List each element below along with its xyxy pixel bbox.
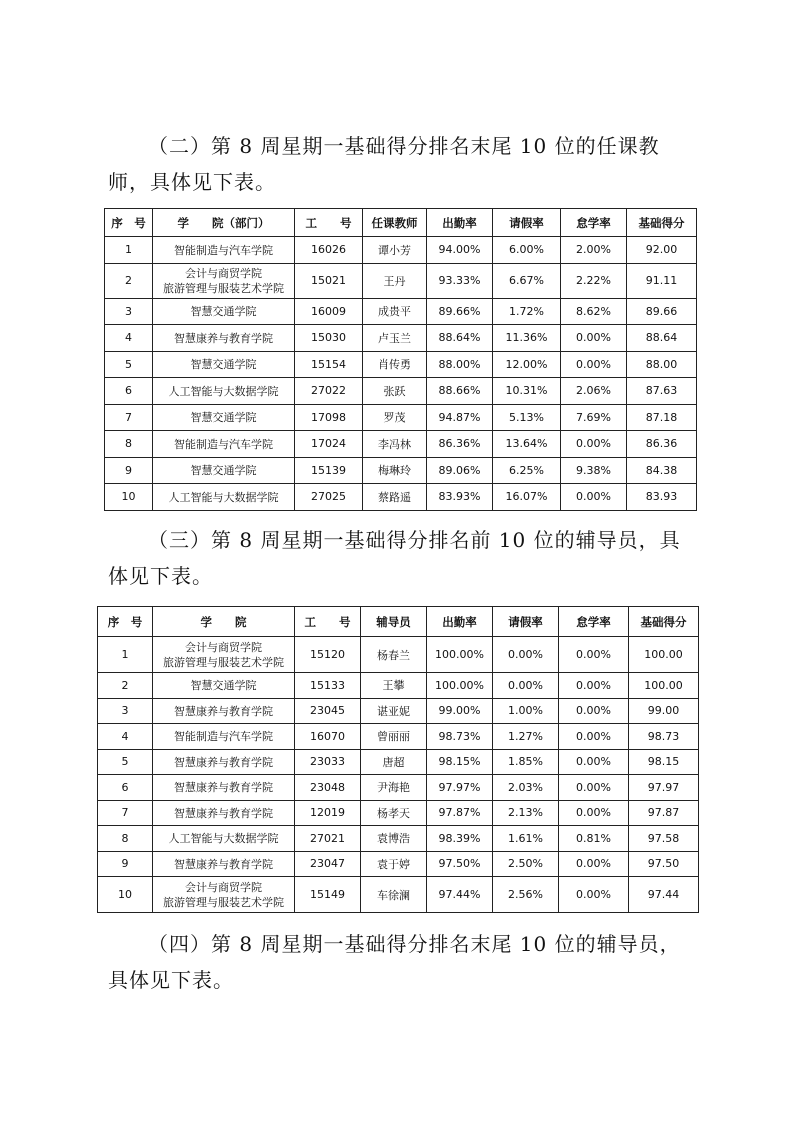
- truancy-rate-cell: 8.62%: [561, 298, 627, 325]
- base-score-cell: 84.38: [627, 457, 697, 484]
- college-cell: [153, 698, 295, 724]
- truancy-rate-cell: 7.69%: [561, 404, 627, 431]
- col-truancy-header: 怠学率: [559, 607, 629, 637]
- leave-rate-cell: 10.31%: [493, 378, 561, 405]
- attendance-rate-cell: 97.50%: [427, 851, 493, 877]
- table-row: [105, 431, 697, 458]
- attendance-rate-cell: 98.15%: [427, 749, 493, 775]
- college-name-line: 智慧交通学院: [190, 679, 257, 693]
- row-number: 10: [105, 484, 153, 511]
- truancy-rate-cell: 0.00%: [561, 325, 627, 352]
- attendance-rate-cell: 97.97%: [427, 775, 493, 801]
- person-name-cell: 袁博浩: [361, 826, 427, 852]
- college-cell: [153, 484, 295, 511]
- col-attendance-header: 出勤率: [427, 209, 493, 237]
- counselor-top10-table: [97, 606, 699, 913]
- staff-id-cell: 15133: [295, 673, 361, 699]
- row-number: 4: [98, 724, 153, 750]
- base-score-cell: 92.00: [627, 237, 697, 264]
- leave-rate-cell: 11.36%: [493, 325, 561, 352]
- leave-rate-cell: 6.00%: [493, 237, 561, 264]
- row-number: 1: [98, 637, 153, 673]
- col-leave-header: 请假率: [493, 209, 561, 237]
- leave-rate-cell: 13.64%: [493, 431, 561, 458]
- college-name-line: 会计与商贸学院: [185, 266, 262, 280]
- row-number: 5: [105, 351, 153, 378]
- staff-id-cell: 23033: [295, 749, 361, 775]
- college-name-line: 会计与商贸学院: [185, 880, 262, 894]
- college-name-line: 智慧交通学院: [190, 358, 257, 372]
- college-name-line: 智慧交通学院: [190, 464, 257, 478]
- base-score-cell: 97.44: [629, 877, 699, 913]
- college-name-line: 智慧康养与教育学院: [174, 755, 273, 769]
- college-cell: [153, 637, 295, 673]
- leave-rate-cell: 5.13%: [493, 404, 561, 431]
- leave-rate-cell: 2.03%: [493, 775, 559, 801]
- college-name-line: 智能制造与汽车学院: [174, 730, 273, 744]
- staff-id-cell: 17098: [295, 404, 363, 431]
- person-name-cell: 王攀: [361, 673, 427, 699]
- base-score-cell: 86.36: [627, 431, 697, 458]
- staff-id-cell: 16026: [295, 237, 363, 264]
- col-name-header: 任课教师: [363, 209, 427, 237]
- table-row: [98, 698, 699, 724]
- college-cell: [153, 237, 295, 264]
- leave-rate-cell: 6.25%: [493, 457, 561, 484]
- college-cell: [153, 800, 295, 826]
- staff-id-cell: 17024: [295, 431, 363, 458]
- table-row: [105, 351, 697, 378]
- person-name-cell: 曾丽丽: [361, 724, 427, 750]
- college-cell: [153, 775, 295, 801]
- base-score-cell: 100.00: [629, 673, 699, 699]
- row-number: 9: [98, 851, 153, 877]
- attendance-rate-cell: 99.00%: [427, 698, 493, 724]
- staff-id-cell: 27025: [295, 484, 363, 511]
- person-name-cell: 袁于婷: [361, 851, 427, 877]
- base-score-cell: 91.11: [627, 263, 697, 298]
- table-row: [105, 378, 697, 405]
- table-header-row: [105, 209, 697, 237]
- person-name-cell: 卢玉兰: [363, 325, 427, 352]
- attendance-rate-cell: 94.00%: [427, 237, 493, 264]
- leave-rate-cell: 1.61%: [493, 826, 559, 852]
- table-row: [98, 673, 699, 699]
- attendance-rate-cell: 89.06%: [427, 457, 493, 484]
- row-number: 8: [98, 826, 153, 852]
- table-header-row: [98, 607, 699, 637]
- truancy-rate-cell: 0.00%: [559, 775, 629, 801]
- college-name-line: 智慧康养与教育学院: [174, 806, 273, 820]
- college-cell: [153, 673, 295, 699]
- college-cell: [153, 351, 295, 378]
- base-score-cell: 97.97: [629, 775, 699, 801]
- college-name-line: 智慧交通学院: [190, 305, 257, 319]
- base-score-cell: 99.00: [629, 698, 699, 724]
- college-cell: [153, 404, 295, 431]
- leave-rate-cell: 12.00%: [493, 351, 561, 378]
- person-name-cell: 张跃: [363, 378, 427, 405]
- base-score-cell: 89.66: [627, 298, 697, 325]
- staff-id-cell: 15139: [295, 457, 363, 484]
- section-3-heading: （三）第 8 周星期一基础得分排名前 10 位的辅导员，具体见下表。: [108, 528, 681, 588]
- base-score-cell: 97.58: [629, 826, 699, 852]
- truancy-rate-cell: 0.00%: [561, 484, 627, 511]
- college-name-line: 智慧康养与教育学院: [174, 857, 273, 871]
- person-name-cell: 梅琳玲: [363, 457, 427, 484]
- college-cell: [153, 724, 295, 750]
- base-score-cell: 97.50: [629, 851, 699, 877]
- attendance-rate-cell: 97.87%: [427, 800, 493, 826]
- truancy-rate-cell: 0.00%: [559, 673, 629, 699]
- staff-id-cell: 27021: [295, 826, 361, 852]
- leave-rate-cell: 6.67%: [493, 263, 561, 298]
- teacher-bottom10-table: [104, 208, 697, 511]
- leave-rate-cell: 1.72%: [493, 298, 561, 325]
- college-cell: [153, 431, 295, 458]
- row-number: 3: [98, 698, 153, 724]
- base-score-cell: 87.63: [627, 378, 697, 405]
- truancy-rate-cell: 0.81%: [559, 826, 629, 852]
- attendance-rate-cell: 94.87%: [427, 404, 493, 431]
- attendance-rate-cell: 100.00%: [427, 637, 493, 673]
- college-name-line: 智能制造与汽车学院: [174, 437, 273, 451]
- base-score-cell: 98.73: [629, 724, 699, 750]
- truancy-rate-cell: 0.00%: [559, 724, 629, 750]
- leave-rate-cell: 1.27%: [493, 724, 559, 750]
- table-row: [98, 724, 699, 750]
- table-row: [105, 457, 697, 484]
- table-row: [105, 325, 697, 352]
- row-number: 5: [98, 749, 153, 775]
- attendance-rate-cell: 98.73%: [427, 724, 493, 750]
- college-cell: [153, 298, 295, 325]
- college-name-line: 人工智能与大数据学院: [168, 384, 279, 398]
- row-number: 9: [105, 457, 153, 484]
- row-number: 10: [98, 877, 153, 913]
- col-attendance-header: 出勤率: [427, 607, 493, 637]
- leave-rate-cell: 1.00%: [493, 698, 559, 724]
- college-cell: [153, 749, 295, 775]
- table-row: [98, 775, 699, 801]
- leave-rate-cell: 1.85%: [493, 749, 559, 775]
- truancy-rate-cell: 0.00%: [559, 749, 629, 775]
- person-name-cell: 李冯林: [363, 431, 427, 458]
- section-4-heading: （四）第 8 周星期一基础得分排名末尾 10 位的辅导员，具体见下表。: [108, 932, 681, 992]
- person-name-cell: 唐超: [361, 749, 427, 775]
- base-score-cell: 98.15: [629, 749, 699, 775]
- table-row: [105, 263, 697, 298]
- row-number: 3: [105, 298, 153, 325]
- person-name-cell: 王丹: [363, 263, 427, 298]
- college-name-line: 会计与商贸学院: [185, 640, 262, 654]
- truancy-rate-cell: 0.00%: [561, 431, 627, 458]
- attendance-rate-cell: 93.33%: [427, 263, 493, 298]
- college-cell: [153, 826, 295, 852]
- col-name-header: 辅导员: [361, 607, 427, 637]
- row-number: 6: [98, 775, 153, 801]
- truancy-rate-cell: 0.00%: [559, 698, 629, 724]
- attendance-rate-cell: 88.64%: [427, 325, 493, 352]
- col-score-header: 基础得分: [629, 607, 699, 637]
- table-row: [105, 237, 697, 264]
- college-cell: [153, 325, 295, 352]
- truancy-rate-cell: 0.00%: [561, 351, 627, 378]
- person-name-cell: 肖传勇: [363, 351, 427, 378]
- person-name-cell: 成贵平: [363, 298, 427, 325]
- staff-id-cell: 12019: [295, 800, 361, 826]
- person-name-cell: 车徐澜: [361, 877, 427, 913]
- table-row: [98, 851, 699, 877]
- attendance-rate-cell: 98.39%: [427, 826, 493, 852]
- staff-id-cell: 23048: [295, 775, 361, 801]
- staff-id-cell: 23045: [295, 698, 361, 724]
- row-number: 7: [98, 800, 153, 826]
- attendance-rate-cell: 88.00%: [427, 351, 493, 378]
- college-name-line: 人工智能与大数据学院: [168, 832, 279, 846]
- college-name-line: 人工智能与大数据学院: [168, 490, 279, 504]
- attendance-rate-cell: 100.00%: [427, 673, 493, 699]
- college-cell: [153, 457, 295, 484]
- base-score-cell: 87.18: [627, 404, 697, 431]
- base-score-cell: 100.00: [629, 637, 699, 673]
- leave-rate-cell: 0.00%: [493, 673, 559, 699]
- row-number: 8: [105, 431, 153, 458]
- col-college-header: 学 院: [153, 607, 295, 637]
- col-score-header: 基础得分: [627, 209, 697, 237]
- leave-rate-cell: 0.00%: [493, 637, 559, 673]
- staff-id-cell: 15030: [295, 325, 363, 352]
- attendance-rate-cell: 86.36%: [427, 431, 493, 458]
- row-number: 2: [105, 263, 153, 298]
- leave-rate-cell: 2.13%: [493, 800, 559, 826]
- person-name-cell: 尹海艳: [361, 775, 427, 801]
- staff-id-cell: 16070: [295, 724, 361, 750]
- table-row: [98, 826, 699, 852]
- attendance-rate-cell: 97.44%: [427, 877, 493, 913]
- attendance-rate-cell: 89.66%: [427, 298, 493, 325]
- attendance-rate-cell: 88.66%: [427, 378, 493, 405]
- table-row: [98, 877, 699, 913]
- college-cell: [153, 263, 295, 298]
- col-leave-header: 请假率: [493, 607, 559, 637]
- col-id-header: 工 号: [295, 209, 363, 237]
- college-name-line: 旅游管理与服装艺术学院: [163, 655, 284, 669]
- person-name-cell: 蔡路遥: [363, 484, 427, 511]
- leave-rate-cell: 2.50%: [493, 851, 559, 877]
- truancy-rate-cell: 2.22%: [561, 263, 627, 298]
- table-row: [98, 749, 699, 775]
- row-number: 6: [105, 378, 153, 405]
- table-row: [105, 404, 697, 431]
- college-cell: [153, 851, 295, 877]
- staff-id-cell: 16009: [295, 298, 363, 325]
- college-cell: [153, 378, 295, 405]
- row-number: 4: [105, 325, 153, 352]
- leave-rate-cell: 2.56%: [493, 877, 559, 913]
- attendance-rate-cell: 83.93%: [427, 484, 493, 511]
- truancy-rate-cell: 0.00%: [559, 851, 629, 877]
- person-name-cell: 杨春兰: [361, 637, 427, 673]
- college-name-line: 智慧康养与教育学院: [174, 331, 273, 345]
- table-row: [105, 298, 697, 325]
- college-name-line: 旅游管理与服装艺术学院: [163, 281, 284, 295]
- staff-id-cell: 15021: [295, 263, 363, 298]
- table-row: [98, 800, 699, 826]
- college-name-line: 智慧康养与教育学院: [174, 704, 273, 718]
- row-number: 1: [105, 237, 153, 264]
- college-name-line: 智慧康养与教育学院: [174, 781, 273, 795]
- col-no-header: 序 号: [98, 607, 153, 637]
- section-2-heading: （二）第 8 周星期一基础得分排名末尾 10 位的任课教师，具体见下表。: [108, 134, 660, 194]
- base-score-cell: 97.87: [629, 800, 699, 826]
- row-number: 7: [105, 404, 153, 431]
- truancy-rate-cell: 2.00%: [561, 237, 627, 264]
- truancy-rate-cell: 2.06%: [561, 378, 627, 405]
- person-name-cell: 杨孝天: [361, 800, 427, 826]
- college-cell: [153, 877, 295, 913]
- staff-id-cell: 15120: [295, 637, 361, 673]
- person-name-cell: 罗茂: [363, 404, 427, 431]
- truancy-rate-cell: 9.38%: [561, 457, 627, 484]
- college-name-line: 旅游管理与服装艺术学院: [163, 895, 284, 909]
- staff-id-cell: 27022: [295, 378, 363, 405]
- base-score-cell: 83.93: [627, 484, 697, 511]
- staff-id-cell: 15154: [295, 351, 363, 378]
- staff-id-cell: 15149: [295, 877, 361, 913]
- college-name-line: 智慧交通学院: [190, 411, 257, 425]
- base-score-cell: 88.00: [627, 351, 697, 378]
- person-name-cell: 谌亚妮: [361, 698, 427, 724]
- truancy-rate-cell: 0.00%: [559, 800, 629, 826]
- leave-rate-cell: 16.07%: [493, 484, 561, 511]
- base-score-cell: 88.64: [627, 325, 697, 352]
- col-truancy-header: 怠学率: [561, 209, 627, 237]
- college-name-line: 智能制造与汽车学院: [174, 243, 273, 257]
- col-college-header: 学 院（部门）: [153, 209, 295, 237]
- truancy-rate-cell: 0.00%: [559, 877, 629, 913]
- staff-id-cell: 23047: [295, 851, 361, 877]
- truancy-rate-cell: 0.00%: [559, 637, 629, 673]
- table-row: [105, 484, 697, 511]
- col-no-header: 序 号: [105, 209, 153, 237]
- row-number: 2: [98, 673, 153, 699]
- table-row: [98, 637, 699, 673]
- person-name-cell: 谭小芳: [363, 237, 427, 264]
- col-id-header: 工 号: [295, 607, 361, 637]
